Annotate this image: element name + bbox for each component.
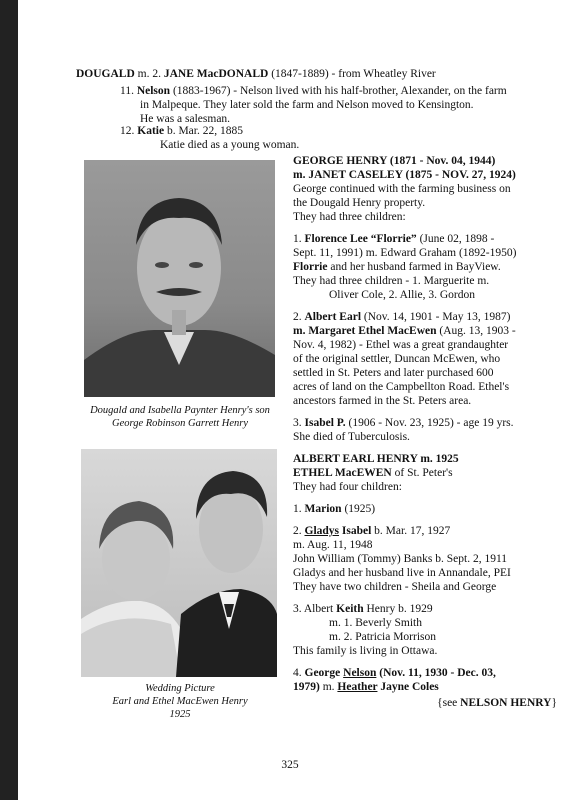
paragraph-line: This family is living in Ottawa. [293,645,438,657]
right-column [293,154,561,710]
child-name: Isabel [339,525,372,537]
child-name-underlined: Gladys [304,525,340,537]
paragraph-line: Oliver Cole, 2. Allie, 3. Gordon [329,289,475,301]
text: {see [437,697,461,709]
item-text: b. Mar. 22, 1885 [164,125,243,137]
item-12-line2: Katie died as a young woman. [160,139,300,151]
child-number: 4. [293,667,305,679]
paragraph-line: settled in St. Peters and later purchased 600 [293,367,494,379]
heading-name: DOUGALD [76,68,135,80]
child-number: 2. [293,311,305,323]
paragraph-line: They had four children: [293,481,402,493]
page-number: 325 [281,759,299,771]
name-text: Florrie [293,261,328,273]
paragraph-line: George continued with the farming business on [293,183,511,195]
item-name: Nelson [136,85,171,97]
paragraph-line: m. 1. Beverly Smith [329,617,422,629]
photo-caption-1 [60,404,300,430]
child-number: 1. [293,233,305,245]
section-heading [76,67,556,81]
caption-line: George Robinson Garrett Henry [112,418,248,429]
list-item-12 [120,124,243,138]
george-heading-1 [293,154,561,168]
child-text: Henry b. 1929 [363,603,433,615]
paragraph-line [293,324,561,338]
item-number: 11. [120,85,134,97]
spouse-name-underlined: Heather [337,681,378,693]
child-2 [293,310,561,324]
portrait-photo-george [84,160,275,397]
spouse-name: Jayne Coles [377,681,439,693]
paragraph-line: She died of Tuberculosis. [293,431,410,443]
child-text: (June 02, 1898 - [416,233,495,245]
paragraph-line: Nov. 4, 1982) - Ethel was a great grandaughter [293,339,509,351]
heading-text: GEORGE HENRY (1871 - Nov. 04, 1944) [293,155,496,167]
photo-caption-2 [60,682,300,721]
grandchild-1 [293,502,561,516]
child-number: 3. [293,603,304,615]
paragraph-line: They had three children - 1. Marguerite m. [293,275,490,287]
paragraph-line: Sept. 11, 1991) m. Edward Graham (1892-1950) [293,247,517,259]
child-1 [293,232,561,246]
heading-text: ALBERT EARL HENRY m. 1925 [293,453,459,465]
grandchild-3 [293,602,561,616]
child-name: George [304,667,344,679]
george-heading-2 [293,168,561,182]
child-name: Isabel P. [304,417,346,429]
child-text: (1906 - Nov. 23, 1925) - age 19 yrs. [345,417,514,429]
heading-spouse: JANE MacDONALD [163,68,269,80]
grandchild-4 [293,666,561,680]
reference-name: NELSON HENRY [460,697,552,709]
text: of St. Peter's [391,467,453,479]
item-11-line2: in Malpeque. They later sold the farm and Nelson moved to Kensington. [140,99,474,111]
child-name: Keith [336,603,364,615]
child-3 [293,416,561,430]
caption-line: Dougald and Isabella Paynter Henry's son [90,405,270,416]
text: Albert [303,603,337,615]
text: } [551,697,557,709]
child-name: Marion [304,503,342,515]
heading-text: m. JANET CASELEY (1875 - NOV. 27, 1924) [293,169,516,181]
caption-line: Earl and Ethel MacEwen Henry [112,696,248,707]
binding-edge [0,0,18,800]
wedding-photo [81,449,277,677]
grandchild-2 [293,524,561,538]
paragraph-line: acres of land on the Campbellton Road. Ethel's [293,381,510,393]
text: (Aug. 13, 1903 - [436,325,516,337]
paragraph-line: of the original settler, Duncan McEwen, who [293,353,501,365]
cross-reference [293,696,561,710]
paragraph-line [293,680,561,694]
albert-heading-2 [293,466,561,480]
paragraph-line: the Dougald Henry property. [293,197,426,209]
child-name: Florence Lee “Florrie” [304,233,417,245]
heading-text: ETHEL MacEWEN [293,467,392,479]
text: m. [319,681,338,693]
caption-line: Wedding Picture [145,683,215,694]
child-name: Albert Earl [304,311,362,323]
child-number: 3. [293,417,305,429]
paragraph-line: ancestors farmed in the St. Peters area. [293,395,472,407]
heading-dates: (1847-1889) - from Wheatley River [268,68,436,80]
child-number: 2. [293,525,305,537]
paragraph-line: Gladys and her husband live in Annandale, PEI [293,567,511,579]
portrait-image [84,160,275,397]
item-text: (1883-1967) - Nelson lived with his half-brother, Alexander, on the farm [170,85,507,97]
spouse-name: m. Margaret Ethel MacEwen [293,325,437,337]
paragraph-line: m. 2. Patricia Morrison [329,631,436,643]
child-text: (Nov. 14, 1901 - May 13, 1987) [361,311,511,323]
caption-line: 1925 [169,709,191,720]
paragraph-line: They have two children - Sheila and George [293,581,497,593]
paragraph-line [293,260,561,274]
child-dates: 1979) [293,681,320,693]
list-item-11 [120,84,560,98]
text: and her husband farmed in BayView. [327,261,501,273]
item-number: 12. [120,125,135,137]
child-name-underlined: Nelson [343,667,377,679]
albert-heading-1 [293,452,561,466]
child-text: (1925) [341,503,376,515]
paragraph-line: John William (Tommy) Banks b. Sept. 2, 1911 [293,553,508,565]
item-name: Katie [137,125,165,137]
child-text: b. Mar. 17, 1927 [371,525,451,537]
wedding-image [81,449,277,677]
paragraph-line: They had three children: [293,211,406,223]
heading-marriage: m. 2. [134,68,164,80]
item-11-line3: He was a salesman. [140,113,231,125]
child-dates: (Nov. 11, 1930 - Dec. 03, [376,667,496,679]
paragraph-line: m. Aug. 11, 1948 [293,539,373,551]
child-number: 1. [293,503,305,515]
